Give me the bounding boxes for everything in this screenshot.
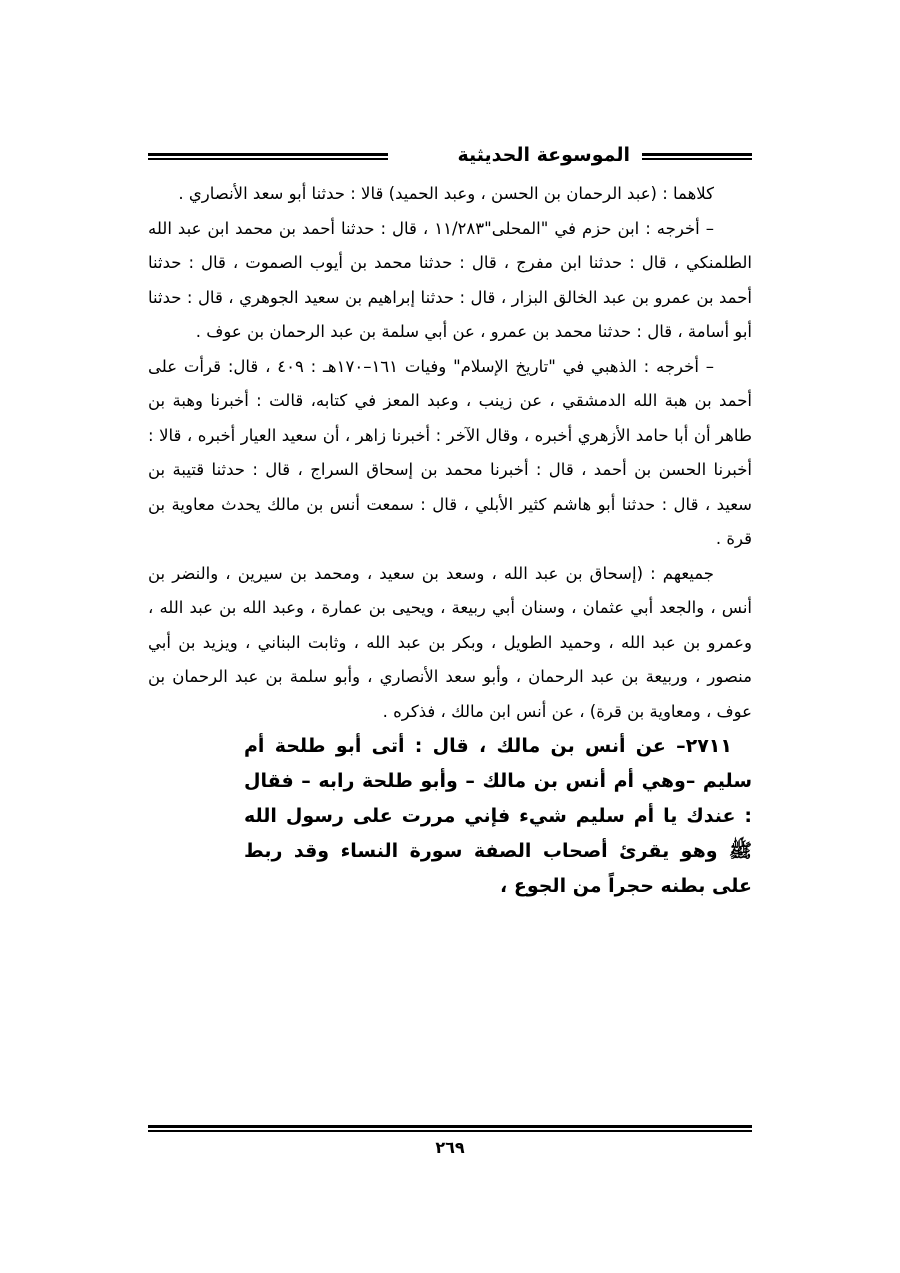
footer-rule	[148, 1125, 752, 1134]
hadith-text: ٢٧١١– عن أنس بن مالك ، قال : أتى أبو طلحة أم سليم –وهي أم أنس بن مالك – وأبو طلحة رابه – فقال : عندك يا أم سليم شيء فإني مررت على رسول الله ﷺ وهو يقرئ أصحاب الصفة سورة النساء وقد ربط على بطنه حجراً من الجوع ،	[244, 735, 752, 897]
page-header	[148, 140, 752, 176]
header-rule-right	[642, 153, 752, 162]
paragraph: – أخرجه : ابن حزم في "المحلى"١١/٢٨٣ ، قال : حدثنا أحمد بن محمد ابن عبد الله الطلمنكي ، قال : حدثنا ابن مفرج ، قال : حدثنا محمد بن أيوب الصموت ، قال : حدثنا أحمد بن عمرو بن عبد الخالق البزار ، قال : حدثنا إبراهيم بن سعيد الجوهري ، قال : حدثنا أبو أسامة ، قال : حدثنا محمد بن عمرو ، عن أبي سلمة بن عبد الرحمان بن عوف .	[148, 218, 752, 341]
paragraph: كلاهما : (عبد الرحمان بن الحسن ، وعبد الحميد) قالا : حدثنا أبو سعد الأنصاري .	[178, 184, 714, 203]
paragraph: – أخرجه : الذهبي في "تاريخ الإسلام" وفيات ١٦١–١٧٠هـ : ٤٠٩ ، قال: قرأت على أحمد بن هبة الله الدمشقي ، عن زينب ، وعبد المعز في كتابه، قالت : أخبرنا وهبة بن طاهر أن أبا حامد الأزهري أخبره ، وقال الآخر : أخبرنا زاهر ، أن سعيد العيار أخبره ، قالا : أخبرنا الحسن بن أحمد ، قال : أخبرنا محمد بن إسحاق السراج ، قال : حدثنا قتيبة بن سعيد ، قال : حدثنا أبو هاشم كثير الأبلي ، قال : سمعت أنس بن مالك يحدث معاوية بن قرة .	[148, 356, 752, 548]
page-header-title: الموسوعة الحديثية	[457, 144, 630, 166]
header-rule-left	[148, 153, 388, 162]
paragraph: جميعهم : (إسحاق بن عبد الله ، وسعد بن سعيد ، ومحمد بن سيرين ، والنضر بن أنس ، والجعد أبي عثمان ، وسنان أبي ربيعة ، ويحيى بن عمارة ، وعبد الله بن عبد الله ، وعمرو بن عبد الله ، وحميد الطويل ، وبكر بن عبد الله ، وثابت البناني ، ويزيد بن أبي منصور ، وربيعة بن عبد الرحمان ، وأبو سعد الأنصاري ، وأبو سلمة بن عبد الرحمان بن عوف ، ومعاوية بن قرة) ، عن أنس ابن مالك ، فذكره .	[148, 563, 752, 721]
body-text	[148, 177, 752, 904]
page-number: ٢٦٩	[435, 1138, 465, 1157]
document-page	[148, 140, 752, 1160]
